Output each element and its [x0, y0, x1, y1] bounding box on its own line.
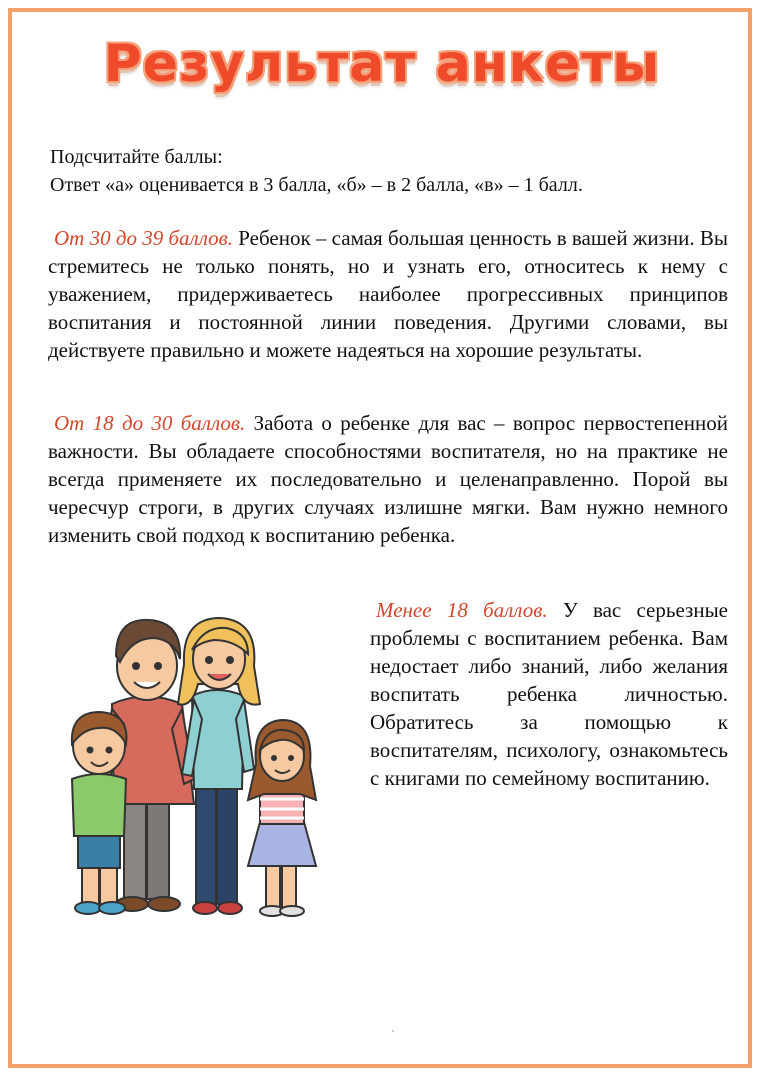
girl-figure	[248, 720, 316, 916]
section-text: Ребенок – самая большая ценность в вашей жизни. Вы стремитесь не только понять, но и узнать его, относитесь к нему с уважением, придерживаетесь наиболее прогрессивных принципов воспитания и постоянной линии поведения. Другими словами, вы действуете правильно и можете надеяться на хорошие результаты.	[48, 226, 729, 362]
section-lead: Менее 18 баллов.	[376, 598, 548, 622]
intro-line-1: Подсчитайте баллы:	[50, 146, 223, 168]
section-text: У вас серьезные проблемы с воспитанием ребенка. Вам недостает либо знаний, либо желания воспитать ребенка личностью. Обратитесь за помощью к воспитателям, психологу, ознакомьтесь с книгами по семейному воспитанию.	[370, 598, 728, 790]
intro-block	[50, 143, 720, 199]
result-section-medium	[48, 409, 728, 549]
result-section-high	[48, 224, 728, 364]
section-lead: От 30 до 39 баллов.	[54, 226, 233, 250]
mother-figure	[178, 618, 260, 914]
decorative-dot	[392, 1030, 394, 1032]
boy-figure	[72, 712, 127, 914]
section-text: Забота о ребенке для вас – вопрос первостепенной важности. Вы обладаете способностями воспитателя, но на практике не всегда применяете их последовательно и целенаправленно. Порой вы чересчур строги, в других случаях излишне мягки. Вам нужно немного изменить свой подход к воспитанию ребенка.	[48, 411, 729, 547]
section-lead: От 18 до 30 баллов.	[54, 411, 246, 435]
family-illustration	[54, 604, 334, 934]
intro-line-2: Ответ «а» оценивается в 3 балла, «б» – в 2 балла, «в» – 1 балл.	[50, 174, 583, 196]
result-section-low	[370, 596, 728, 792]
page-title: Результат анкеты	[103, 34, 661, 94]
